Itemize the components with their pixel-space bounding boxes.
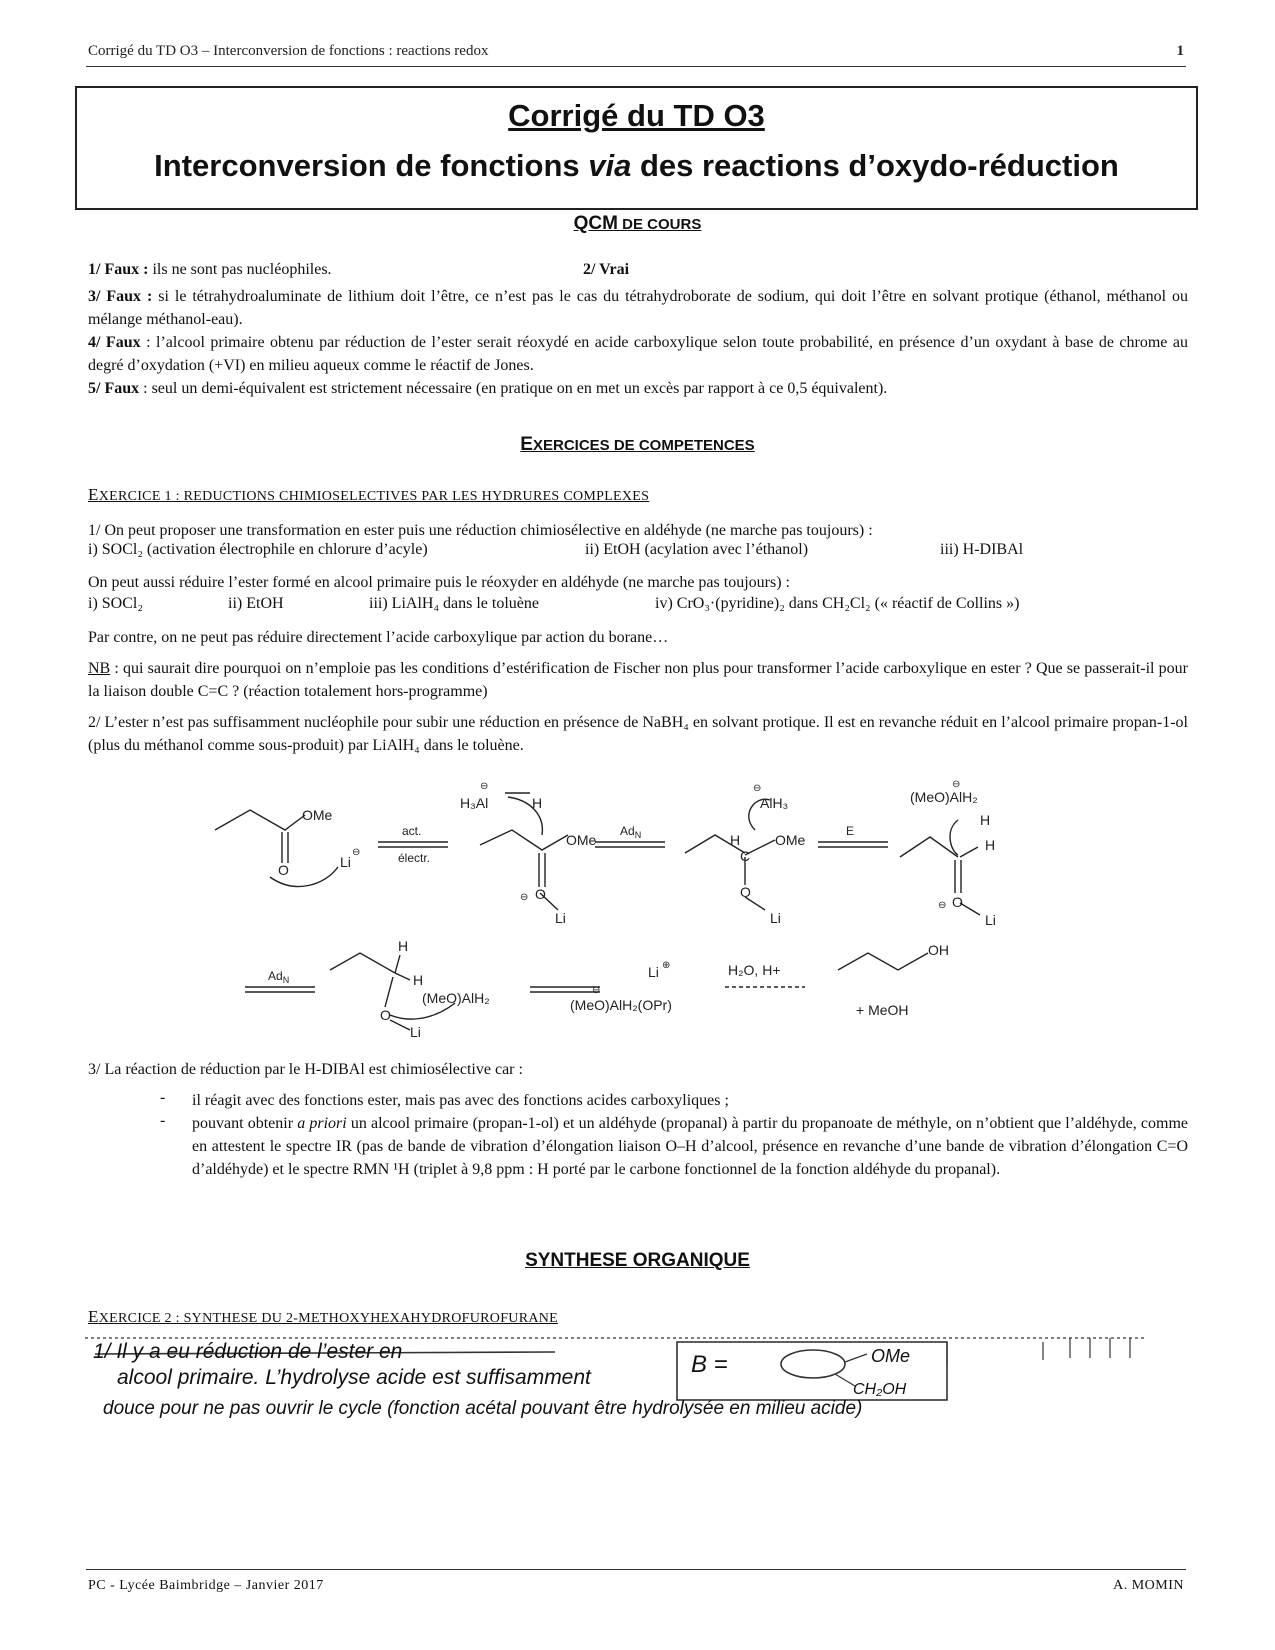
label-o-3: O: [740, 884, 751, 900]
ex1-steps-route-2: [88, 595, 1188, 618]
qcm-q1-label: 1/ Faux :: [88, 261, 149, 278]
label-o-5: O: [380, 1007, 391, 1023]
competences-heading-first: E: [520, 434, 533, 455]
label-h-5b: H: [413, 972, 424, 988]
ex1-steps-route-1: [88, 541, 1188, 564]
label-electr: électr.: [398, 851, 431, 865]
qcm-q1-text: ils ne sont pas nucléophiles.: [148, 261, 332, 278]
footer-rule: [86, 1569, 1186, 1570]
label-li-1: Li: [340, 854, 351, 870]
qcm-heading-small: DE COURS: [617, 216, 702, 233]
label-adn-1-sub: N: [634, 830, 642, 840]
ex1-step-2-i: i) SOCl₂: [88, 595, 143, 612]
label-meoalh2opr: (MeO)AlH₂(OPr): [570, 997, 672, 1013]
label-h-al: H: [532, 795, 543, 811]
ex1-title-c: EDUCTIONS CHIMIOSELECTIVES PAR LES HYDRURES COMPLEXES: [193, 489, 650, 504]
subtitle-via: via: [588, 148, 632, 183]
label-li-6-charge: ⊕: [662, 960, 671, 971]
label-h-4b: H: [985, 837, 996, 853]
label-al-charge: ⊖: [480, 781, 489, 792]
propanol-skeleton: [838, 953, 928, 970]
aldehyde-skeleton: [900, 837, 958, 857]
c-o-bond-5: [385, 977, 393, 1007]
hand-line-1: 1/ Il y a eu réduction de l’ester en: [93, 1340, 403, 1363]
label-h-5a: H: [398, 938, 409, 954]
label-h-3: H: [730, 832, 741, 848]
label-li-6: Li: [648, 964, 659, 980]
footer-left: PC - Lycée Baimbridge – Janvier 2017: [88, 1578, 324, 1593]
competences-heading-rest: XERCICES DE COMPETENCES: [532, 437, 755, 454]
footer-author: A. MOMIN: [1113, 1578, 1184, 1593]
o-li-bond-4: [960, 903, 980, 915]
label-c-3: C: [740, 848, 751, 864]
label-o-charge-2: ⊖: [520, 892, 529, 903]
section-qcm-heading: [0, 213, 1275, 235]
qcm-heading-main: QCM: [573, 213, 618, 234]
label-adn-2-sub: N: [282, 975, 290, 985]
ex1-step-1-i: i) SOCl₂ (activation électrophile en chlorure d’acyle): [88, 541, 428, 558]
qcm-q4-label: 4/ Faux: [88, 334, 141, 351]
label-h3al: H₃Al: [460, 795, 489, 811]
ex1-step-2-ii: ii) EtOH: [228, 595, 284, 612]
qcm-q5-label: 5/ Faux: [88, 380, 140, 397]
label-alh3: AlH₃: [760, 795, 789, 811]
label-meoh: + MeOH: [856, 1002, 909, 1018]
label-o-1: O: [278, 862, 289, 878]
qcm-answer-5: [88, 377, 1188, 400]
qcm-answer-3: [88, 285, 1188, 331]
section-competences-heading: [0, 434, 1275, 456]
running-header: [88, 43, 1184, 60]
ex1-bullet-2-a: pouvant obtenir: [192, 1115, 298, 1132]
qcm-q5-text: : seul un demi-équivalent est strictement nécessaire (en pratique on en met un excès par rapport à ce 0,5 équivalent).: [139, 380, 888, 397]
section-synthese-heading: SYNTHESE ORGANIQUE: [525, 1250, 750, 1271]
hand-ome: OMe: [871, 1346, 911, 1366]
label-li-2: Li: [555, 910, 566, 926]
ex1-bullet-2-italic: a priori: [297, 1115, 347, 1132]
label-adn-1-main: Ad: [620, 824, 635, 838]
label-ome-1: OMe: [302, 807, 333, 823]
exercise-1-title: [88, 485, 649, 505]
label-ome-3: OMe: [775, 832, 806, 848]
ex1-bullet-1: il réagit avec des fonctions ester, mais pas avec des fonctions acides carboxyliques ;: [192, 1092, 729, 1109]
activated-ester-skeleton: [480, 830, 568, 850]
subtitle-part-b: des reactions d’oxydo-réduction: [631, 148, 1119, 183]
title-box: [75, 86, 1198, 210]
page-number: 1: [1176, 43, 1184, 59]
hand-line-2: alcool primaire. L’hydrolyse acide est suffisamment: [117, 1366, 591, 1389]
label-li-3: Li: [770, 910, 781, 926]
qcm-answer-2: [583, 261, 629, 279]
o-li-bond-5: [390, 1020, 410, 1030]
qcm-answers-1-2: [88, 261, 1188, 284]
qcm-q2-label: 2/ Vrai: [583, 261, 630, 278]
hand-bond-ome: [845, 1354, 867, 1362]
qcm-q4-text: : l’alcool primaire obtenu par réduction de l’ester serait réoxydé en acide carboxylique selon toute probabilité, en présence d’un oxydant à base de chrome au degré d’oxydation (+VI) en milieu aqueux comme le réactif de Jones.: [88, 334, 1188, 374]
qcm-q3-text: si le tétrahydroaluminate de lithium doit l’être, ce n’est pas le cas du tétrahydroborate de sodium, qui doit l’être en solvant protique (éthanol, méthanol ou mélange méthanol-eau).: [88, 288, 1189, 328]
label-h2o: H₂O, H+: [728, 962, 781, 978]
label-li-charge-1: ⊖: [352, 847, 361, 858]
reduction-mechanism-figure: [200, 775, 1005, 1050]
ch-bond-up: [395, 955, 400, 973]
bullet-dash-1: -: [160, 1089, 166, 1106]
label-alh3-charge: ⊖: [753, 783, 762, 794]
ex1-paragraph-3: Par contre, on ne peut pas réduire directement l’acide carboxylique par action du borane…: [88, 629, 669, 646]
hand-bond-ch2oh: [835, 1374, 855, 1386]
ex1-paragraph-5: 3/ La réaction de réduction par le H-DIBAl est chimiosélective car :: [88, 1061, 523, 1078]
ex1-title-b: XERCICE 1 : R: [98, 489, 194, 504]
ex1-step-2-iii: iii) LiAlH₄ dans le toluène: [369, 595, 539, 612]
label-ome-2: OMe: [566, 832, 597, 848]
alkoxide-skeleton: [330, 953, 395, 973]
label-meoalh2opr-charge: ⊖: [592, 985, 601, 996]
header-title: Corrigé du TD O3 – Interconversion de fonctions : reactions redox: [88, 43, 489, 59]
ex1-nb-label: NB: [88, 660, 111, 677]
ex1-paragraph-4: 2/ L’ester n’est pas suffisamment nucléophile pour subir une réduction en présence de NaBH₄ en solvant protique. Il est en revanche réduit en l’alcool primaire propan-1-ol (plus du méthanol comme sous-produit) par LiAlH₄ dans le toluène.: [88, 714, 1188, 754]
label-adn-2: [268, 969, 289, 985]
ex1-nb-text: : qui saurait dire pourquoi on n’emploie pas les conditions d’estérification de Fischer non plus pour transformer l’acide carboxylique en ester ? Que se passerait-il pour la liaison double C=C ? (réaction totalement hors-programme): [88, 660, 1188, 700]
label-adn-2-main: Ad: [268, 969, 283, 983]
ester-skeleton: [215, 810, 305, 830]
label-meoalh2-1: (MeO)AlH₂: [910, 789, 978, 805]
ex1-title-a: E: [88, 485, 99, 504]
ex1-bullet-2-b: un alcool primaire (propan-1-ol) et un aldéhyde (propanal) à partir du propanoate de méthyle, on n’obtient que l’aldéhyde, comme en attestent le spectre IR (pas de bande de vibration d’élongation liaison O–H d’alcool, présence en revanche d’une bande de vibration d’élongation C=O d’aldéhyde) et le spectre RMN ¹H (triplet à 9,8 ppm : H porté par le carbone fonctionnel de la fonction aldéhyde du propanal).: [192, 1115, 1189, 1178]
label-e: E: [846, 824, 855, 838]
hand-b-label: B =: [691, 1351, 728, 1378]
handwritten-answer: [85, 1330, 1185, 1440]
bullet-dash-2: -: [160, 1112, 166, 1129]
ex2-title-c: YNTHESE DU 2-METHOXYHEXAHYDROFUROFURANE: [191, 1311, 559, 1326]
label-meoalh2-2: (MeO)AlH₂: [422, 990, 490, 1006]
label-adn-1: [620, 824, 641, 840]
ex1-bullet-2: [192, 1112, 1188, 1181]
label-o-2: O: [535, 886, 546, 902]
ex1-paragraph-2: On peut aussi réduire l’ester formé en alcool primaire puis le réoxyder en aldéhyde (ne marche pas toujours) :: [88, 574, 790, 591]
header-rule: [86, 66, 1186, 67]
label-oh: OH: [928, 942, 949, 958]
aldehyde-ch-bond: [960, 847, 978, 857]
ex1-paragraph-1: 1/ On peut proposer une transformation en ester puis une réduction chimiosélective en aldéhyde (ne marche pas toujours) :: [88, 522, 873, 539]
ex2-title-a: E: [88, 1307, 99, 1326]
hand-ch2oh: CH₂OH: [853, 1381, 907, 1398]
hand-line-3: douce pour ne pas ouvrir le cycle (fonction acétal pouvant être hydrolysée en milieu acide): [103, 1398, 863, 1419]
label-o-4: O: [952, 894, 963, 910]
ch-bond-right: [395, 973, 410, 980]
arrow-hydride-2: [950, 820, 958, 855]
ex1-step-1-iii: iii) H-DIBAl: [940, 541, 1024, 558]
page-footer: [88, 1578, 1184, 1594]
label-li-5: Li: [410, 1024, 421, 1040]
qcm-answer-4: [88, 331, 1188, 377]
exercise-2-title: [88, 1307, 558, 1327]
label-act: act.: [402, 824, 422, 838]
subtitle-part-a: Interconversion de fonctions: [154, 148, 589, 183]
document-title: Corrigé du TD O3: [508, 98, 765, 133]
label-h-4a: H: [980, 812, 991, 828]
label-o-charge-4: ⊖: [938, 900, 947, 911]
ex1-step-1-ii: ii) EtOH (acylation avec l’éthanol): [585, 541, 809, 558]
document-subtitle: [77, 148, 1196, 184]
label-meoalh2-charge-1: ⊖: [952, 779, 961, 790]
ex1-nb-note: [88, 657, 1188, 703]
qcm-answer-1: [88, 261, 332, 279]
ex2-title-b: XERCICE 2 : S: [98, 1311, 192, 1326]
qcm-q3-label: 3/ Faux :: [88, 288, 153, 305]
ex1-step-2-iv: iv) CrO₃·(pyridine)₂ dans CH₂Cl₂ (« réactif de Collins »): [655, 595, 1020, 612]
label-li-4: Li: [985, 912, 996, 928]
